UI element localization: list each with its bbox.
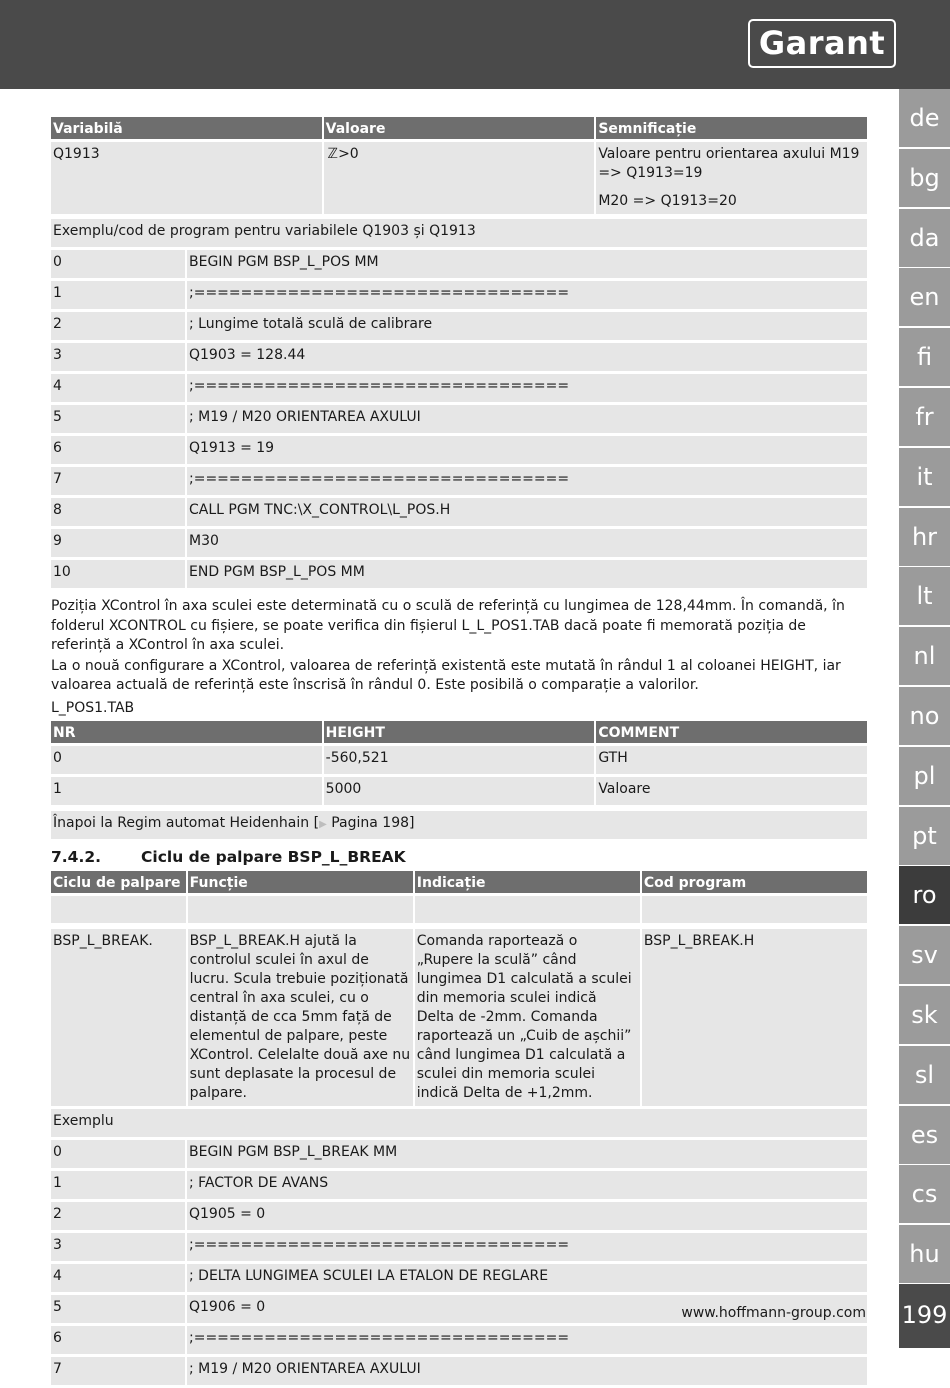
meaning-line-1: Valoare pentru orientarea axului M19 => Q1913=19 (598, 146, 860, 181)
header-indication: Indicație (415, 871, 640, 893)
line-number: 1 (51, 1171, 185, 1199)
header-meaning: Semnificație (596, 117, 867, 139)
code-line: Q1903 = 128.44 (187, 343, 867, 371)
line-number: 10 (51, 560, 185, 588)
line-number: 3 (51, 1233, 185, 1261)
table-row (51, 529, 867, 557)
language-tab-lt[interactable]: lt (899, 567, 950, 625)
language-tab-sl[interactable]: sl (899, 1046, 950, 1104)
table-row (51, 1171, 867, 1199)
page-number: 199 (899, 1284, 950, 1348)
table-row (51, 1233, 867, 1261)
empty-cell (415, 896, 640, 923)
example-title: Exemplu (51, 1109, 867, 1137)
line-number: 5 (51, 1295, 185, 1323)
code-line: ; DELTA LUNGIMEA SCULEI LA ETALON DE REGLARE (187, 1264, 867, 1292)
table-row-height: -560,521 (324, 746, 595, 774)
back-link-text: Înapoi la Regim automat Heidenhain [ (53, 815, 320, 831)
meaning-line-2: M20 => Q1913=20 (598, 193, 737, 209)
table-row (51, 343, 867, 371)
paragraph-position: Poziția XControl în axa sculei este determinată cu o sculă de referință cu lungimea de 128,44mm. În comandă, în folderul XCONTROL cu fișiere, se poate verifica din fișierul L_L_POS1.TAB dacă poate fi memorată poziția de referință a XControl în axa sculei. (51, 598, 845, 653)
page-content (51, 114, 867, 1388)
code-line: CALL PGM TNC:\X_CONTROL\L_POS.H (187, 498, 867, 526)
section-heading (51, 846, 867, 868)
language-tab-ro[interactable]: ro (899, 866, 950, 924)
cycle-cell: BSP_L_BREAK. (51, 929, 186, 1106)
table-row (51, 498, 867, 526)
lpos-table (49, 718, 869, 808)
code-line: ; Lungime totală sculă de calibrare (187, 312, 867, 340)
code-line: Q1906 = 0 (187, 1295, 867, 1323)
code-line: ;================================ (187, 1326, 867, 1354)
table-row (51, 312, 867, 340)
table-row (51, 250, 867, 278)
header-height: HEIGHT (324, 721, 595, 743)
language-tab-no[interactable]: no (899, 687, 950, 745)
table-row (51, 1326, 867, 1354)
table-row (51, 467, 867, 495)
indication-cell: Comanda raportează o „Rupere la sculă” când lungimea D1 calculată a sculei din memoria sculei indică Delta de -2mm. Comanda raportează un „Cuib de așchii” când lungimea D1 calculată a sculei din memoria sculei indică Delta de +1,2mm. (415, 929, 640, 1106)
line-number: 4 (51, 1264, 185, 1292)
code-line: ; M19 / M20 ORIENTAREA AXULUI (187, 1357, 867, 1385)
header-cycle: Ciclu de palpare (51, 871, 186, 893)
table-row (51, 1264, 867, 1292)
language-tab-da[interactable]: da (899, 209, 950, 267)
header-comment: COMMENT (596, 721, 867, 743)
example-code-table-2 (49, 1106, 869, 1388)
paragraph-config: La o nouă configurare a XControl, valoarea de referință existentă este mutată în rândul 1 al coloanei HEIGHT, iar valoarea actuală de referință este înscrisă în rândul 0. Este posibilă o comparație a valorilor. (51, 657, 841, 693)
line-number: 2 (51, 1202, 185, 1230)
code-line: ; M19 / M20 ORIENTAREA AXULUI (187, 405, 867, 433)
code-line: Q1905 = 0 (187, 1202, 867, 1230)
header-function: Funcție (188, 871, 413, 893)
line-number: 0 (51, 1140, 185, 1168)
language-tab-de[interactable]: de (899, 89, 950, 147)
cycle-table (49, 868, 869, 1109)
language-tab-fi[interactable]: fi (899, 328, 950, 386)
language-tab-hr[interactable]: hr (899, 508, 950, 566)
table-row-nr: 1 (51, 777, 322, 805)
back-link-page[interactable]: Pagina 198] (331, 815, 415, 831)
line-number: 1 (51, 281, 185, 309)
empty-cell (642, 896, 867, 923)
code-line: ; FACTOR DE AVANS (187, 1171, 867, 1199)
header-nr: NR (51, 721, 322, 743)
table-row-nr: 0 (51, 746, 322, 774)
language-tab-fr[interactable]: fr (899, 388, 950, 446)
language-tab-bg[interactable]: bg (899, 149, 950, 207)
language-tab-hu[interactable]: hu (899, 1225, 950, 1283)
table-row (51, 281, 867, 309)
line-number: 4 (51, 374, 185, 402)
header-value: Valoare (324, 117, 595, 139)
table-row (51, 560, 867, 588)
header-program-code: Cod program (642, 871, 867, 893)
variables-table (49, 114, 869, 217)
line-number: 5 (51, 405, 185, 433)
value-cell: ℤ>0 (324, 142, 595, 214)
code-line: ;================================ (187, 467, 867, 495)
table-row-comment: Valoare (596, 777, 867, 805)
language-tab-sv[interactable]: sv (899, 926, 950, 984)
program-code-cell: BSP_L_BREAK.H (642, 929, 867, 1106)
arrow-icon: ▶ (319, 819, 327, 830)
code-line: END PGM BSP_L_POS MM (187, 560, 867, 588)
language-tab-cs[interactable]: cs (899, 1165, 950, 1223)
garant-logo: Garant (748, 19, 896, 68)
example-title: Exemplu/cod de program pentru variabilele Q1903 și Q1913 (51, 219, 867, 247)
line-number: 9 (51, 529, 185, 557)
code-line: Q1913 = 19 (187, 436, 867, 464)
variable-cell: Q1913 (51, 142, 322, 214)
language-tab-en[interactable]: en (899, 268, 950, 326)
header-bar (0, 0, 950, 89)
paragraph-filename: L_POS1.TAB (51, 699, 135, 716)
backlink-table (49, 808, 869, 842)
section-title: Ciclu de palpare BSP_L_BREAK (141, 848, 406, 866)
line-number: 0 (51, 250, 185, 278)
line-number: 8 (51, 498, 185, 526)
table-row-height: 5000 (324, 777, 595, 805)
language-tab-es[interactable]: es (899, 1106, 950, 1164)
footer-url[interactable]: www.hoffmann-group.com (681, 1305, 866, 1321)
code-line: BEGIN PGM BSP_L_POS MM (187, 250, 867, 278)
meaning-cell (596, 142, 867, 214)
empty-cell (188, 896, 413, 923)
language-tab-nl[interactable]: nl (899, 627, 950, 685)
code-line: ;================================ (187, 374, 867, 402)
line-number: 7 (51, 467, 185, 495)
language-sidebar (899, 89, 950, 1285)
language-tab-sk[interactable]: sk (899, 986, 950, 1044)
table-row (51, 405, 867, 433)
code-line: ;================================ (187, 1233, 867, 1261)
table-row (51, 1357, 867, 1385)
line-number: 6 (51, 1326, 185, 1354)
code-line: ;================================ (187, 281, 867, 309)
function-cell: BSP_L_BREAK.H ajută la controlul sculei în axul de lucru. Scula trebuie poziționată central în axa sculei, cu o distanță de cca 5mm față de elementul de palpare, peste XControl. Celelalte două axe nu sunt deplasate la procesul de palpare. (188, 929, 413, 1106)
table-row-comment: GTH (596, 746, 867, 774)
back-link[interactable] (51, 811, 867, 839)
line-number: 7 (51, 1357, 185, 1385)
line-number: 2 (51, 312, 185, 340)
line-number: 3 (51, 343, 185, 371)
line-number: 6 (51, 436, 185, 464)
language-tab-pl[interactable]: pl (899, 747, 950, 805)
code-line: BEGIN PGM BSP_L_BREAK MM (187, 1140, 867, 1168)
language-tab-pt[interactable]: pt (899, 807, 950, 865)
table-row (51, 374, 867, 402)
table-row (51, 1140, 867, 1168)
header-variable: Variabilă (51, 117, 322, 139)
empty-cell (51, 896, 186, 923)
table-row (51, 436, 867, 464)
example-code-table-1 (49, 216, 869, 591)
section-number: 7.4.2. (51, 848, 102, 866)
code-line: M30 (187, 529, 867, 557)
language-tab-it[interactable]: it (899, 448, 950, 506)
table-row (51, 1202, 867, 1230)
